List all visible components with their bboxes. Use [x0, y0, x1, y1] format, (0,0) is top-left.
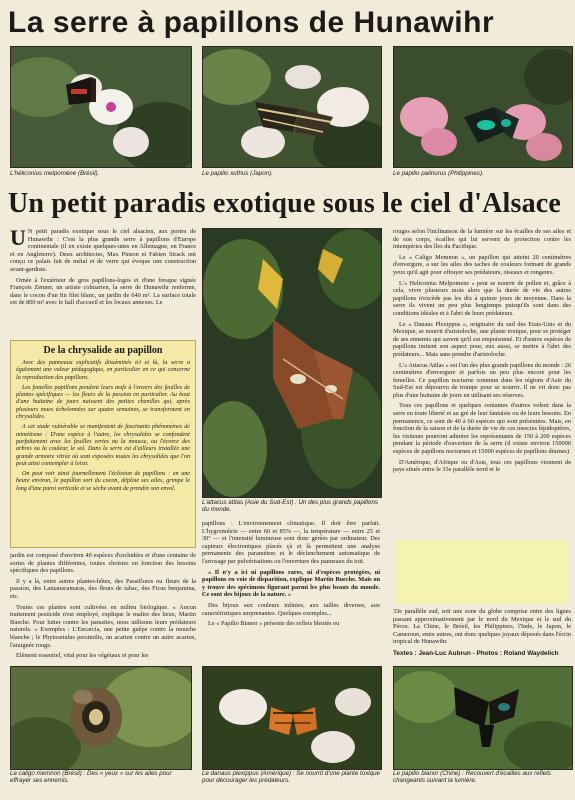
left-col-p1-text: N petit paradis exotique sous le ciel alsacien, aux portes de Hunawihr : C'est la plus grande serre à papillons d'Europe continentale (il en existe quelques-unes en Allemagne, en France et en Angleterre). Deux architectes, Max Pinson et Fabien Strack ont conçu ce palais fait de métal et de verre qui évoque une construction avant-gardiste. [10, 228, 196, 273]
left-col-p2: Ornée à l'extérieur de gros papillons-logos et d'une fresque signée François Zenner, un artiste colmarien, la serre de Hunawihr renferme, dans le cocon d'un fin filet blanc, un jardin de 640 m². La surface totale est de 800 m² avec le hall d'accueil et les locaux annexes. Le [10, 276, 196, 307]
right-col-p1: rouges selon l'inclinaison de la lumière sur les écailles de ses ailes et de son corps, écailles qui lui servent de protection contre les intempéries des îles du Pacifique. [393, 228, 571, 251]
left-lower-p2: Il y a là, entre autres plantes-hôtes, des Passiflores ou fleurs de la passion, des Lantanacamaras, des fleurs de tabac, des Ficus benjamina, etc. [10, 577, 196, 600]
photo-papilio-bianor [393, 666, 573, 770]
caption-heliconius: L'héliconius melpomène (Brésil). [10, 170, 100, 177]
heliconius-illustration [11, 47, 191, 167]
left-lower-p1: jardin est composé d'environ 40 espèces d'orchidées et d'une centaine de sortes de plantes différentes, toutes choisies en fonction des besoins spécifiques des papillons. [10, 552, 196, 575]
bianor-illustration [394, 667, 572, 769]
subhead: Un petit paradis exotique sous le ciel d'Alsace [8, 188, 562, 219]
photo-attacus-atlas [202, 228, 382, 498]
middle-column-lower [202, 520, 380, 660]
box-title: De la chrysalide au papillon [43, 345, 163, 356]
box-p3: A cet stade vulnérable se manifestent de fascinants phénomènes de mimétisme : D'une espèce à l'autre, les chrysalides se confondent parfaitement avec les feuilles vertes ou la mousse, ou l'écorce des arbres ou la couleur, le sol. Dans la serre est d'ailleurs installée une grande armoire vitrée où sont exposées toutes les chrysalides que l'on peut ainsi contempler à loisir. [16, 424, 190, 467]
box-p1: Avec des panneaux explicatifs disséminés ici et là, la serre a également une valeur pédagogique, en particulier en ce qui concerne la reproduction des papillons. [16, 360, 190, 381]
photo-danaus-plexippus [202, 666, 382, 770]
photo-papilio-xuthus [202, 46, 382, 168]
caption-papilio-palinurus: Le papilio palinurus (Philippines). [393, 170, 484, 177]
caption-papilio-bianor: Le papilio bianor (Chine) : Recouvert d'écailles aux reflets changeants suivant la lumière. [393, 770, 552, 785]
right-col-p4: Le « Danaus Plexippus », originaire du sud des Etats-Unis et du Mexique, se nourrit d'aristoloche, une plante toxique, pour se protéger de ses ennemis qui savent qu'il est empoisonné. Et d'autres espèces de papillons imitent son aspect pour, eux aussi, se mettre à l'abri des prédateurs... Mais sans prendre d'aristoloche. [393, 320, 571, 358]
credit-line: Textes : Jean-Luc Aubrun - Photos : Roland Waydelich [393, 650, 559, 657]
right-col-p5: L'« Attacus Attlas » est l'un des plus grands papillons du monde : 26 centimètres d'envergure et parfois un peu plus encore pour les femelles. Ce papillon nocturne commun dans les régions d'Asie du Sud-Est est dépourvu de trompe pour se nourrir. Il ne vit donc pas plus d'une huitaine de jours en utilisant ses réserves. [393, 361, 571, 399]
right-col-p3: L'« Heliconius Melpomene » peut se nourrir de pollen et, grâce à cela, vivre plusieurs mois alors que la durée de vie des autres papillons n'excède pas les dix à quinze jours de moyenne. Dans la serre ils vivent un peu plus longtemps puisqu'ils sont dans des conditions idéales et à l'abri de leurs prédateurs. [393, 279, 571, 317]
caption-caligo-memnon: Le caligo memnon (Brésil) : Des « yeux » sur les ailes pour effrayer ses ennemis. [10, 770, 172, 785]
headline: La serre à papillons de Hunawihr [8, 6, 495, 39]
right-col-p6: Tous ces papillons et quelques centaines d'autres volent dans la serre en toute liberté et au gré de leur fantaisie ou de leurs besoins. En permanence, ce sont de 40 à 60 espèces qui sont présentées. Mais, en fonction de la saison et de la durée de vie de ces insectes lépidoptères, les visiteurs pourront admirer les représentants de 150 à 200 espèces pendant la période d'ouverture de la serre (il existe environ 150000 espèces de papillons nocturnes et 15000 espèces de papillons diurnes). [393, 402, 571, 456]
right-column [393, 228, 571, 533]
mid-lower-p4: Le « Papilio Bianor » présente des reflets bleutés ou [208, 620, 340, 628]
left-column-lower [10, 552, 196, 660]
right-column-lower [393, 608, 571, 648]
left-col-p1 [10, 228, 196, 274]
mid-lower-p1: papillons : L'environnement climatique. Il doit être parfait. L'hygrométrie — entre 60 et 85% —, la température — entre 25 et 30° — et l'intensité lumineuse sont donc gérées par ordinateur. Des capteurs électroniques placés çà et là permettent une analyse permanente des paramètres et le déclenchement automatique de l'arrosage par pulvérisations ou l'ouverture des panneaux du toit. [202, 520, 380, 565]
right-lower-p1: 33e parallèle sud, soit une zone du globe comprise entre des lignes passant approximativement par le nord du Mexique et le sud du Pérou. La Chine, le Brésil, les Philippines, l'Inde, le Japon, le Cameroun, entre autres, ont donc quelques joyaux déposés dans l'écrin tropical de Hunawihr. [393, 608, 571, 646]
drop-cap: U [10, 228, 26, 250]
danaus-illustration [203, 667, 381, 769]
photo-papilio-palinurus [393, 46, 573, 168]
attacus-illustration [203, 229, 381, 497]
box-p4: On peut voir ainsi journellement l'éclosion de papillons : en une heure environ, le papillon sort du cocon, déploie ses ailes, grimpe le long d'une paroi verticale et se sèche avant de prendre son envol. [16, 471, 190, 492]
palinurus-illustration [394, 47, 572, 167]
box-p2: Les femelles papillons pondent leurs œufs à l'envers des feuilles de plantes spécifiques — les fleurs de la passion en particulier. Au bout d'une huitaine de jours naissent des petites chenilles qui, après plusieurs mues échelonnées sur quatre semaines, se transforment en chrysalides. [16, 384, 190, 421]
caligo-illustration [11, 667, 191, 769]
left-lower-p3: Toutes ces plantes sont cultivées en milieu biologique. « Aucun traitement pesticide n'est employé, explique le maître des lieux, Martin Bueche. Pour lutter contre les parasites, nous utilisons leurs prédateurs naturels. » Exemples : L'Encarcia, une petite guêpe contre la mouche blanche ; le Phytoseiulus persimilis, un acarien contre un autre acarien, l'araignée rouge. [10, 603, 196, 649]
mid-lower-p3: Des bijoux aux couleurs infinies, aux tailles diverses, aux caractéristiques surprenantes. Quelques exemples... [202, 601, 380, 617]
right-col-p2: Le « Caligo Memnon », un papillon qui atteint 20 centimètres d'envergure, a sur les ailes des taches de couleurs formant de grands yeux qu'il agit pour effrayer ses prédateurs, oiseaux et rongeurs. [393, 253, 571, 276]
caption-danaus-plexippus: Le danaus plexippus (Amérique) : Se nourrit d'une plante toxique pour décourager les prédateurs. [202, 770, 380, 785]
mid-lower-p2: « Il n'y a ici ni papillons rares, ni d'espèces protégées, ni papillons en voie de disparition, explique Martin Bueche. Mais on y trouve des spécimens figurant parmi les plus beaux du monde. Ce sont des bijoux de la nature. » [202, 568, 380, 599]
sidebar-box [10, 340, 196, 548]
photo-caligo-memnon [10, 666, 192, 770]
caption-attacus-atlas: L'attacus attlas (Asie du Sud-Est) : Un des plus grands papillons du monde. [202, 499, 378, 514]
caption-papilio-xuthus: Le papilio xuthus (Japon). [202, 170, 273, 177]
right-col-p7: D'Amérique, d'Afrique ou d'Asie, tous ces papillons viennent de pays situés entre le 33e parallèle nord et le [393, 458, 571, 474]
highlight-patch [395, 540, 567, 604]
left-lower-p4: Elément essentiel, vital pour les végétaux et pour les [16, 652, 149, 660]
photo-heliconius [10, 46, 192, 168]
left-column-upper [10, 228, 196, 338]
xuthus-illustration [203, 47, 381, 167]
